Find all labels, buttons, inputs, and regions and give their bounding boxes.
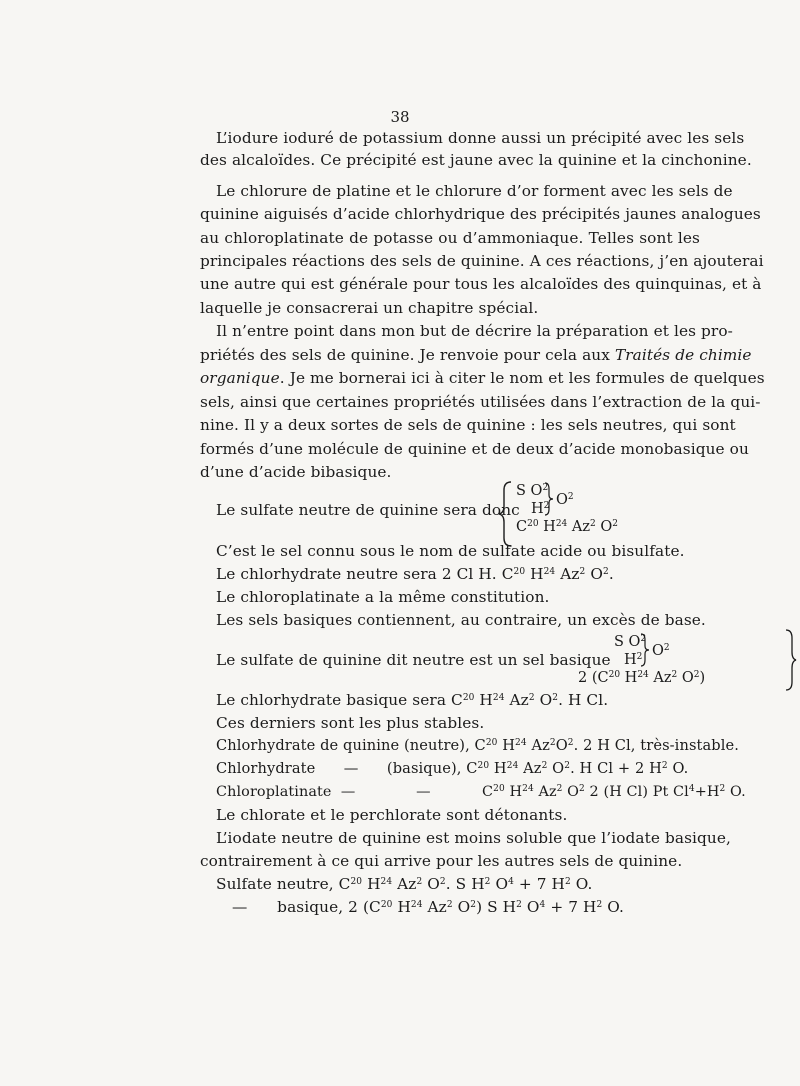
right-brace <box>784 628 798 692</box>
text-line: au chloroplatinate de potasse ou d’ammoniaque. Telles sont les <box>200 229 700 247</box>
text-line: Chloroplatinate — — $C^{20}$ $H^{24}$ Az$^2$ $O^2$ 2 (H Cl) Pt $Cl^4+H^2$ O. <box>216 784 746 800</box>
formula-row: 2 ($C^{20}$ $H^{24}$ Az$^2$ $O^2$) <box>578 670 706 686</box>
text-line: Il n’entre point dans mon but de décrire la préparation et les pro- <box>216 322 733 340</box>
text-line: une autre qui est générale pour tous les alcaloïdes des quinquinas, et à <box>200 275 762 293</box>
text-line: Le chlorure de platine et le chlorure d’or forment avec les sels de <box>216 182 733 200</box>
text-line: principales réactions des sels de quinine. A ces réactions, j’en ajouterai <box>200 252 764 270</box>
text-line: nine. Il y a deux sortes de sels de quinine : les sels neutres, qui sont <box>200 416 736 434</box>
formula-oxygen: $O^2$ <box>556 492 574 508</box>
text-line: organique. Je me bornerai ici à citer le nom et les formules de quelques <box>200 369 765 387</box>
text-line: Le chlorhydrate neutre sera 2 Cl H. $C^{20}$ $H^{24}$ Az$^2$ $O^2$. <box>216 565 614 583</box>
text-line: des alcaloïdes. Ce précipité est jaune avec la quinine et la cinchonine. <box>200 151 752 169</box>
text-line: priétés des sels de quinine. Je renvoie pour cela aux Traités de chimie <box>200 346 752 364</box>
formula-row: S $O^2$ <box>614 634 647 650</box>
formula-row: $H^2$ <box>624 652 643 668</box>
text-line: Sulfate neutre, $C^{20}$ $H^{24}$ Az$^2$ $O^2$. S $H^2$ $O^4 + 7$ $H^2$ O. <box>216 875 593 893</box>
text-line: L’iodure ioduré de potassium donne aussi un précipité avec les sels <box>216 129 745 147</box>
text-line: — basique, 2 ($C^{20}$ $H^{24}$ Az$^2$ $O^2$) S $H^2$ $O^4 + 7$ $H^2$ O. <box>232 898 624 916</box>
formula-row: $H^2$ <box>531 501 550 517</box>
text-line: Le chloroplatinate a la même constitution. <box>216 588 550 606</box>
text-line: Chlorhydrate de quinine (neutre), $C^{20}$ $H^{24}$ $Az^2O^2$. 2 H Cl, très-instable. <box>216 737 739 754</box>
formula-label: Le sulfate de quinine dit neutre est un sel basique <box>216 651 611 669</box>
formula-oxygen: $O^2$ <box>652 643 670 659</box>
formula-label: Le sulfate neutre de quinine sera donc <box>216 501 520 519</box>
text-line: laquelle je consacrerai un chapitre spécial. <box>200 299 539 317</box>
text-line: Le chlorhydrate basique sera $C^{20}$ $H^{24}$ Az$^2$ $O^2$. H Cl. <box>216 691 609 709</box>
text-line: quinine aiguisés d’acide chlorhydrique des précipités jaunes analogues <box>200 205 761 223</box>
text-line: contrairement à ce qui arrive pour les autres sels de quinine. <box>200 852 683 870</box>
text-line: formés d’une molécule de quinine et de deux d’acide monobasique ou <box>200 440 749 458</box>
text-line: Ces derniers sont les plus stables. <box>216 714 485 732</box>
text-line: Chlorhydrate — (basique), $C^{20}$ $H^{24}$ Az$^2$ $O^2$. H Cl + 2 $H^2$ O. <box>216 760 689 777</box>
text-line: Les sels basiques contiennent, au contraire, un excès de base. <box>216 611 706 629</box>
text-line: Le chlorate et le perchlorate sont détonants. <box>216 806 568 824</box>
text-line: d’une d’acide bibasique. <box>200 463 392 481</box>
formula-row: S $O^2$ <box>516 483 549 499</box>
page-number: 38 <box>390 108 410 126</box>
formula-row: $C^{20}$ $H^{24}$ Az$^2$ $O^2$ <box>516 519 618 535</box>
text-line: C’est le sel connu sous le nom de sulfate acide ou bisulfate. <box>216 542 685 560</box>
text-line: L’iodate neutre de quinine est moins soluble que l’iodate basique, <box>216 829 732 847</box>
text-line: sels, ainsi que certaines propriétés utilisées dans l’extraction de la qui- <box>200 393 761 411</box>
left-brace <box>498 480 514 548</box>
